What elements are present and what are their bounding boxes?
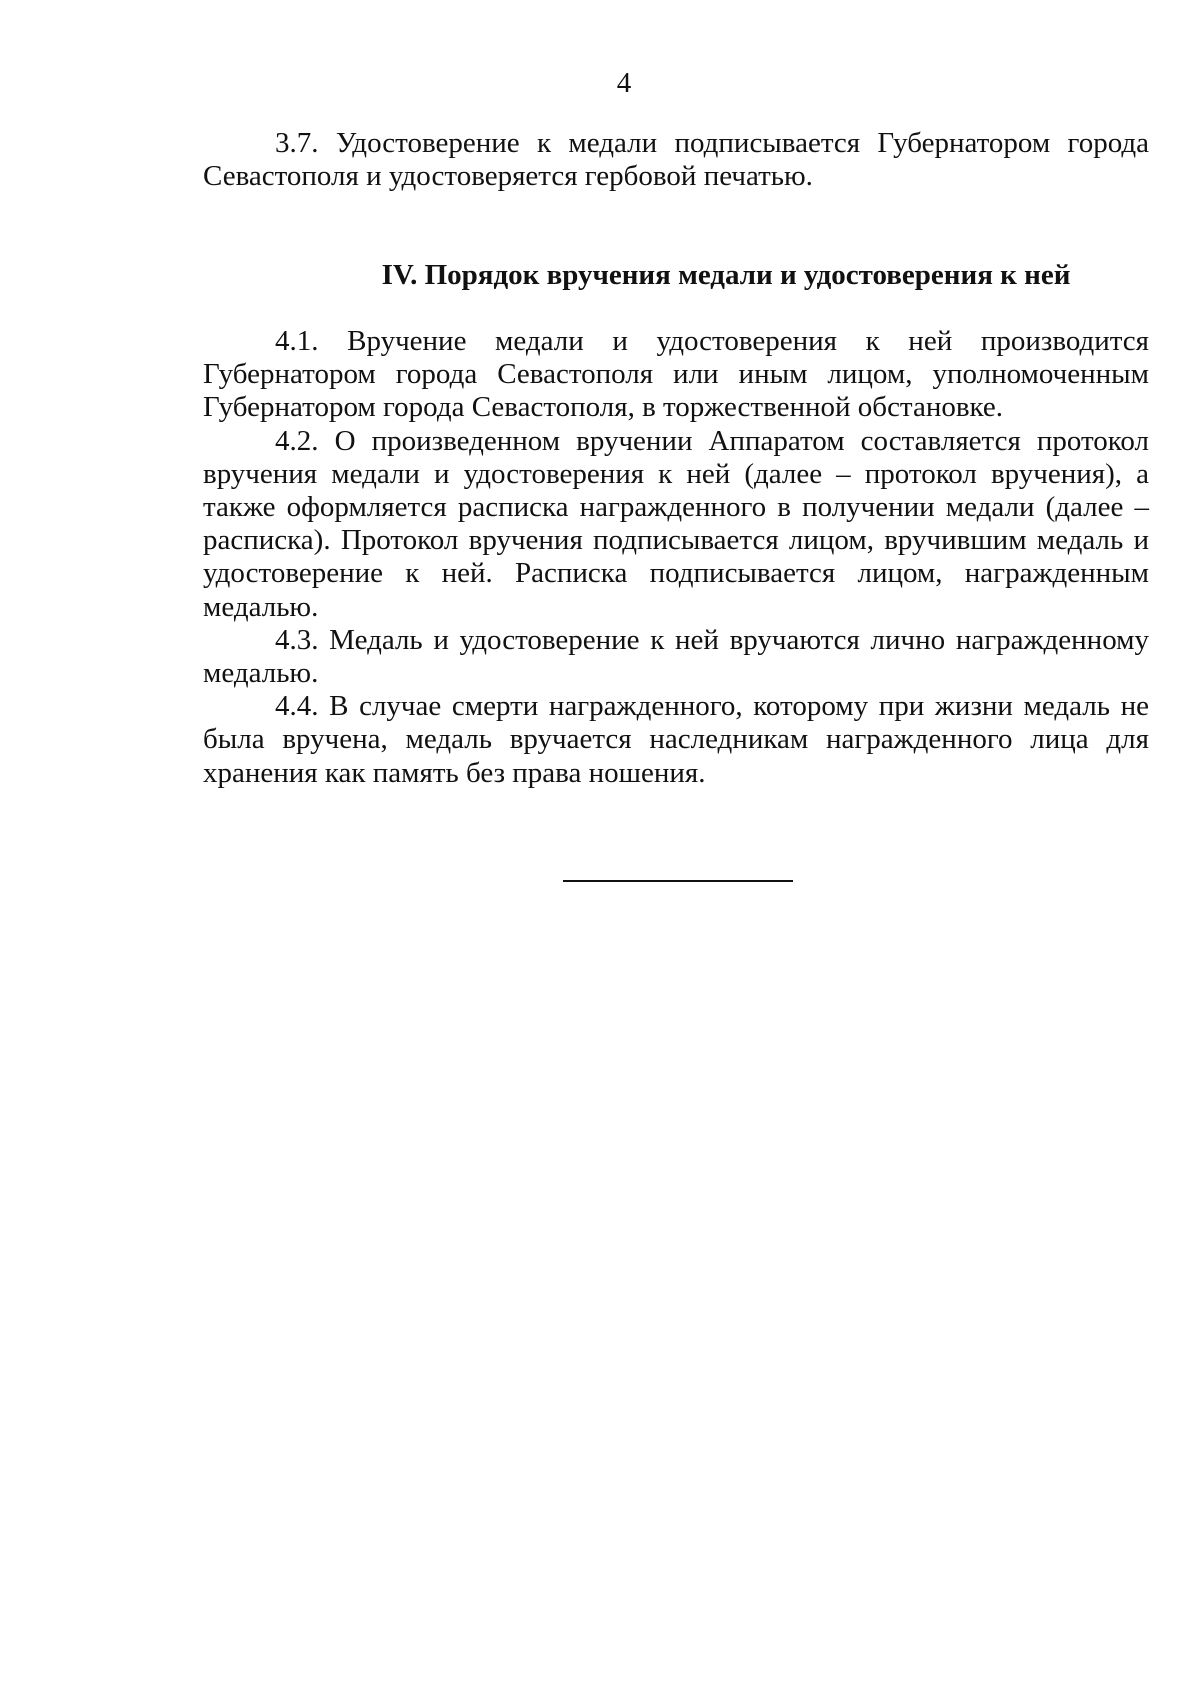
- section-3-continuation: [203, 127, 1149, 193]
- paragraph-3-7: 3.7. Удостоверение к медали подписывается Губернатором города Севастополя и удостоверяется гербовой печатью.: [203, 127, 1149, 193]
- section-heading: IV. Порядок вручения медали и удостоверения к ней: [381, 259, 1071, 291]
- paragraph-4-3: 4.3. Медаль и удостоверение к ней вручаются лично награжденному медалью.: [203, 623, 1149, 690]
- section-4-body: [203, 325, 1149, 790]
- page-number: 4: [616, 67, 632, 99]
- paragraph-4-2: 4.2. О произведенном вручении Аппаратом составляется протокол вручения медали и удостоверения к ней (далее – протокол вручения), а также оформляется расписка награжденного в получении медали (далее – расписка). Протокол вручения подписывается лицом, вручившим медаль и удостоверение к ней. Расписка подписывается лицом, награжденным медалью.: [203, 424, 1149, 623]
- paragraph-4-4: 4.4. В случае смерти награжденного, которому при жизни медаль не была вручена, медаль вручается наследникам награжденного лица для хранения как память без права ношения.: [203, 690, 1149, 789]
- closing-divider-line: [563, 880, 793, 882]
- paragraph-4-1: 4.1. Вручение медали и удостоверения к ней производится Губернатором города Севастополя или иным лицом, уполномоченным Губернатором города Севастополя, в торжественной обстановке.: [203, 325, 1149, 424]
